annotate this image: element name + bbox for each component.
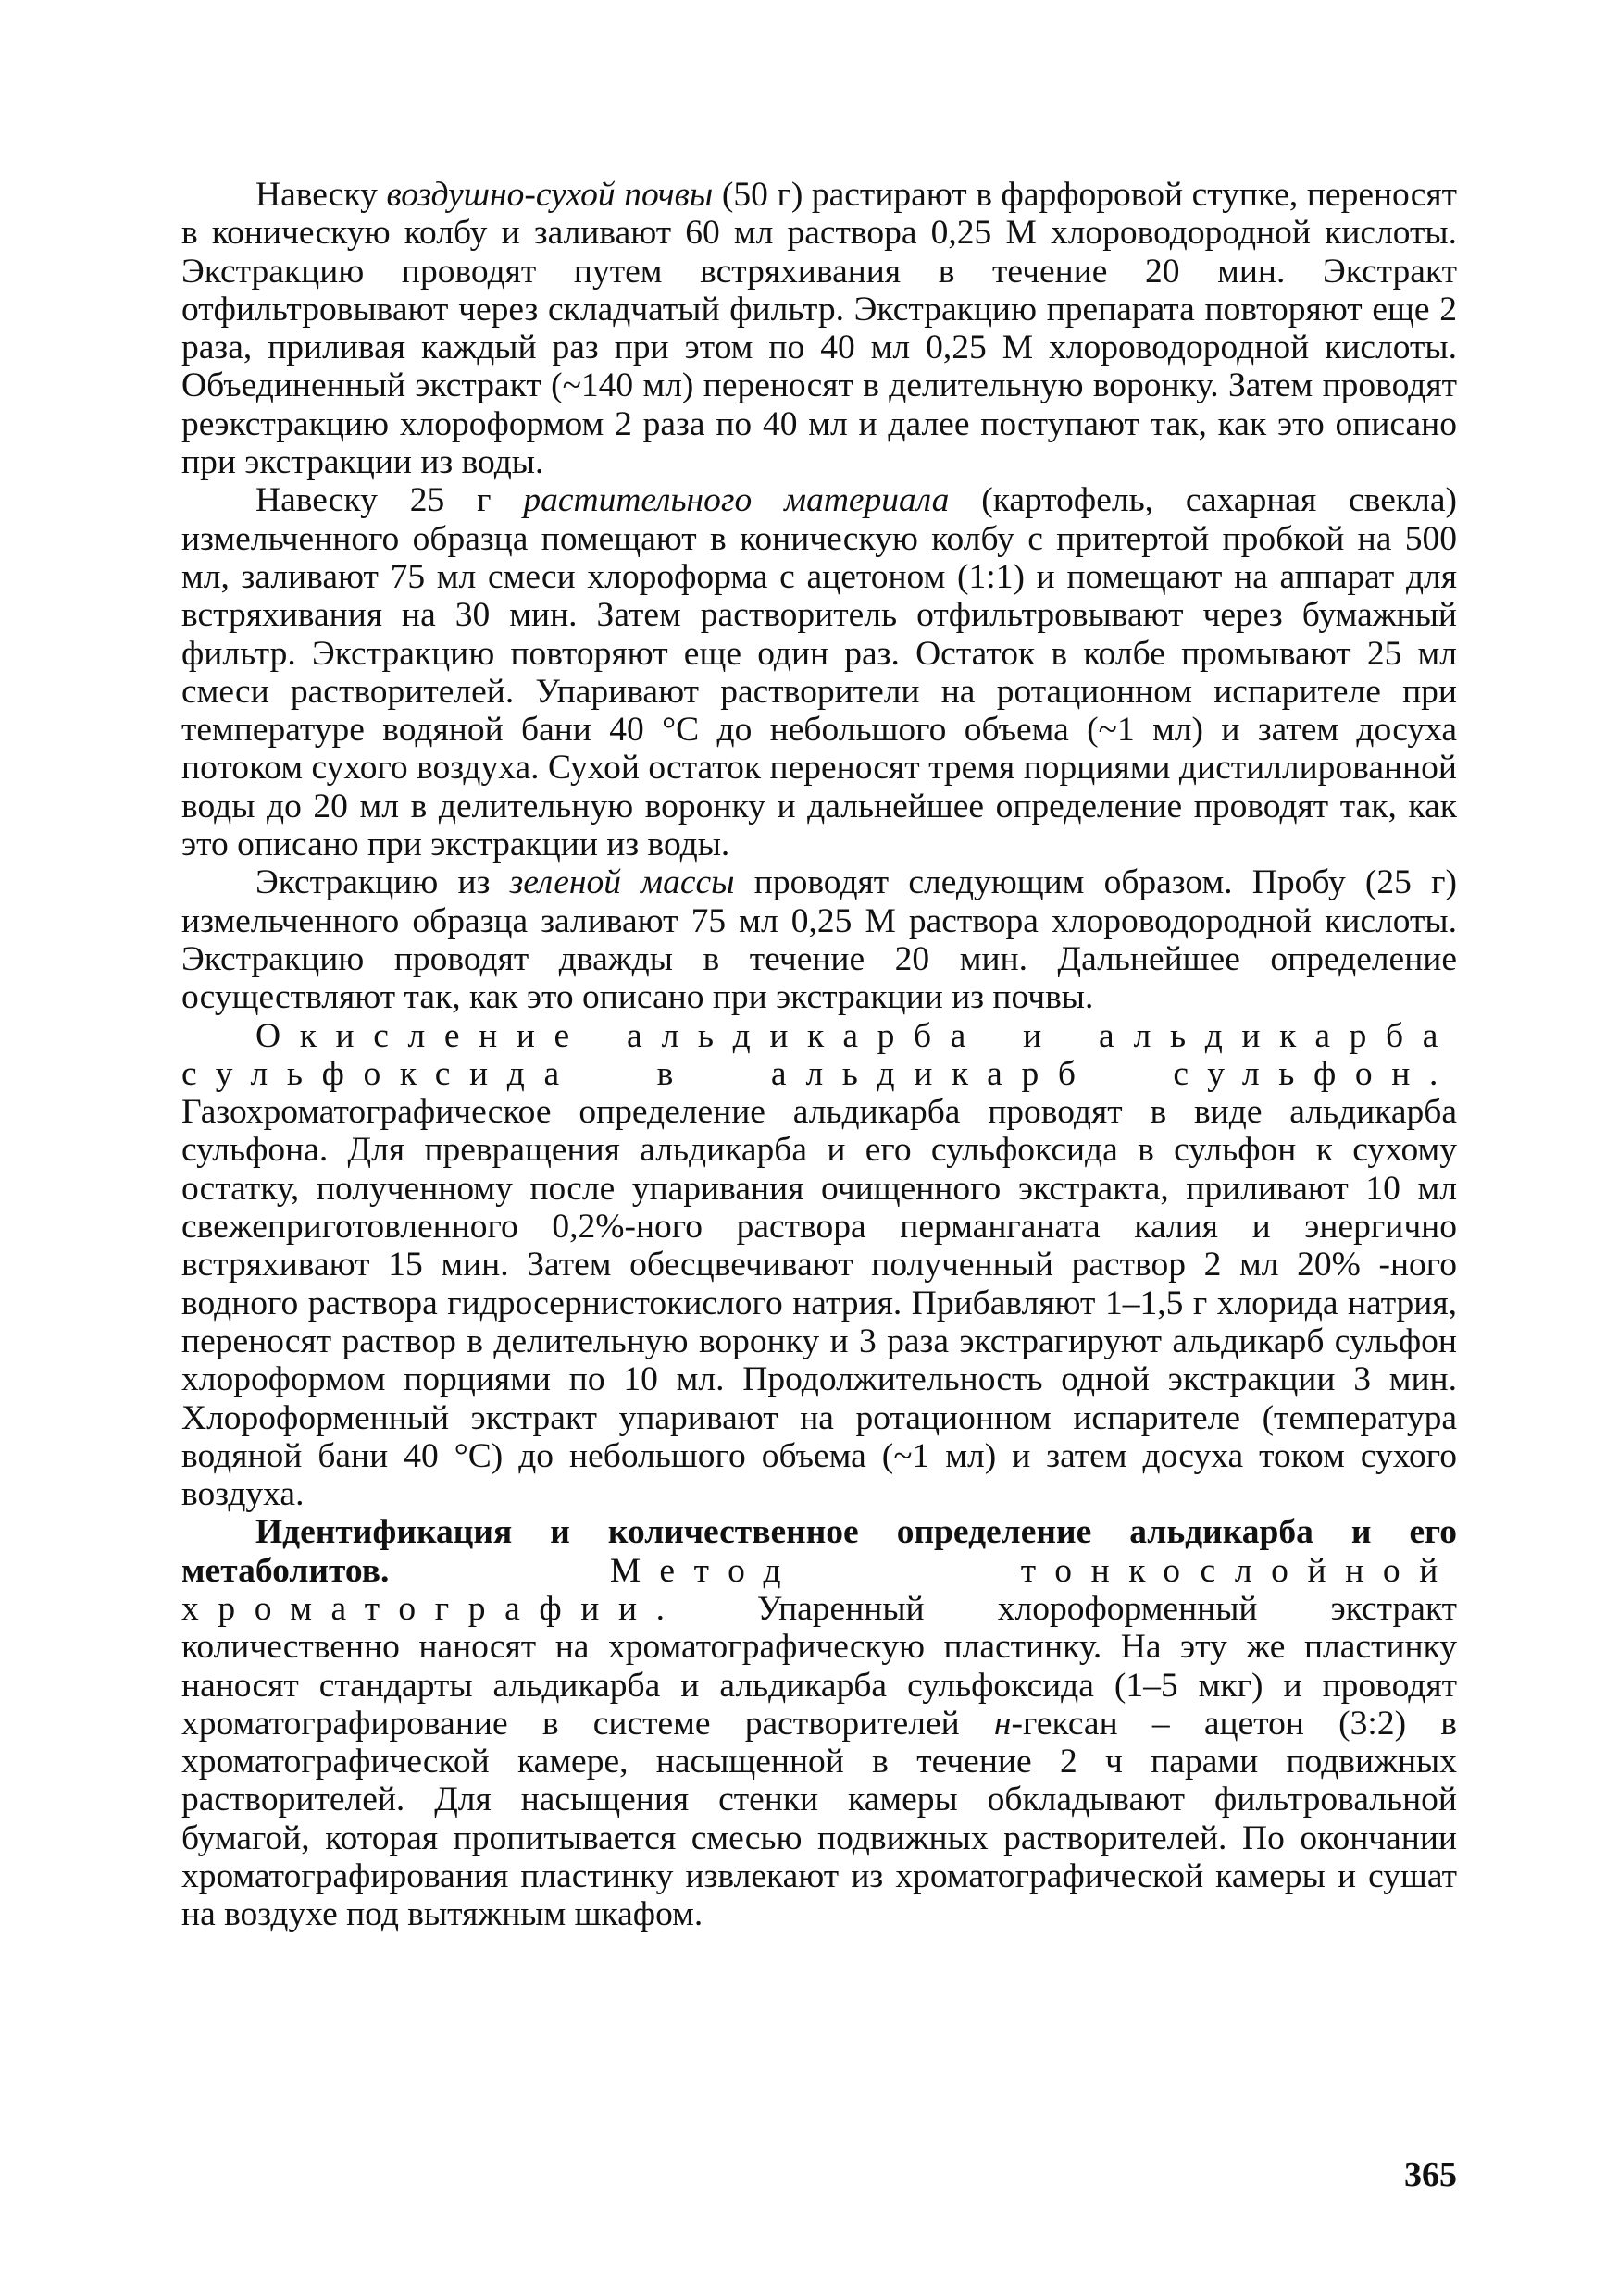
body-text: [181, 176, 1457, 1934]
text-run: -гексан – ацетон (3:2) в хроматографической камере, насыщенной в течение 2 ч парами подвижных растворителей. Для насыщения стенки камеры обкладывают фильтровальной бумагой, которая пропитывается смесью подвижных растворителей. По окончании хроматографирования пластинку извлекают из хроматографической камеры и сушат на воздухе под вытяжным шкафом.: [181, 1704, 1457, 1934]
paragraph-identification: [181, 1513, 1457, 1933]
text-run: Навеску: [255, 176, 387, 214]
text-run: Навеску 25 г: [255, 481, 524, 520]
text-run: (картофель, сахарная свекла) измельченного образца помещают в коническую колбу с притертой пробкой на 500 мл, заливают 75 мл смеси хлороформа с ацетоном (1:1) и помещают на аппарат для встряхивания на 30 мин. Затем растворитель отфильтровывают через бумажный фильтр. Экстракцию повторяют еще один раз. Остаток в колбе промывают 25 мл смеси растворителей. Упаривают растворители на ротационном испарителе при температуре водяной бани 40 °С до небольшого объема (~1 мл) и затем досуха потоком сухого воздуха. Сухой остаток переносят тремя порциями дистиллированной воды до 20 мл в делительную воронку и дальнейшее определение проводят так, как это описано при экстракции из воды.: [181, 481, 1457, 864]
term-green-mass: зеленой массы: [509, 863, 735, 902]
paragraph-green-mass: [181, 863, 1457, 1016]
section-heading-identification: Идентификация и количественное определение альдикарба и его метаболитов.: [181, 1513, 1457, 1590]
text-run: (50 г) растирают в фарфоровой ступке, переносят в коническую колбу и заливают 60 мл раствора 0,25 М хлороводородной кислоты. Экстракцию проводят путем встряхивания в течение 20 мин. Экстракт отфильтровывают через складчатый фильтр. Экстракцию препарата повторяют еще 2 раза, приливая каждый раз при этом по 40 мл 0,25 М хлороводородной кислоты. Объединенный экстракт (~140 мл) переносят в делительную воронку. Затем проводят реэкстракцию хлороформом 2 раза по 40 мл и далее поступают так, как это описано при экстракции из воды.: [181, 176, 1457, 482]
section-heading-oxidation: Окисление альдикарба и альдикарба сульфоксида в альдикарб сульфон.: [181, 1016, 1457, 1093]
paragraph-oxidation: [181, 1017, 1457, 1514]
text-run: проводят следующим образом. Пробу (25 г) измельченного образца заливают 75 мл 0,25 М раствора хлороводородной кислоты. Экстракцию проводят дважды в течение 20 мин. Дальнейшее определение осуществляют так, как это описано при экстракции из почвы.: [181, 863, 1457, 1017]
paragraph-plant-material: [181, 481, 1457, 863]
method-heading-tlc: Метод тонкослойной хроматографии.: [181, 1551, 1457, 1628]
text-run: Экстракцию из: [255, 863, 510, 902]
text-run: Упаренный хлороформенный экстракт количественно наносят на хроматографическую пластинку. На эту же пластинку наносят стандарты альдикарба и альдикарба сульфоксида (1–5 мкг) и проводят хроматографирование в системе растворителей: [181, 1589, 1457, 1743]
term-air-dry-soil: воздушно-сухой почвы: [386, 176, 714, 214]
term-plant-material: растительного материала: [523, 481, 950, 520]
page-number: 365: [1404, 2155, 1457, 2194]
paragraph-soil-extraction: [181, 176, 1457, 481]
term-n-hexane-prefix: н: [993, 1704, 1012, 1743]
text-run: Газохроматографическое определение альдикарба проводят в виде альдикарба сульфона. Для превращения альдикарба и его сульфоксида в сульфон к сухому остатку, полученному после упаривания очищенного экстракта, приливают 10 мл свежеприготовленного 0,2%-ного раствора перманганата калия и энергично встряхивают 15 мин. Затем обесцвечивают полученный раствор 2 мл 20% -ного водного раствора гидросернистокислого натрия. Прибавляют 1–1,5 г хлорида натрия, переносят раствор в делительную воронку и 3 раза экстрагируют альдикарб сульфон хлороформом порциями по 10 мл. Продолжительность одной экстракции 3 мин. Хлороформенный экстракт упаривают на ротационном испарителе (температура водяной бани 40 °С) до небольшого объема (~1 мл) и затем досуха током сухого воздуха.: [181, 1093, 1457, 1514]
